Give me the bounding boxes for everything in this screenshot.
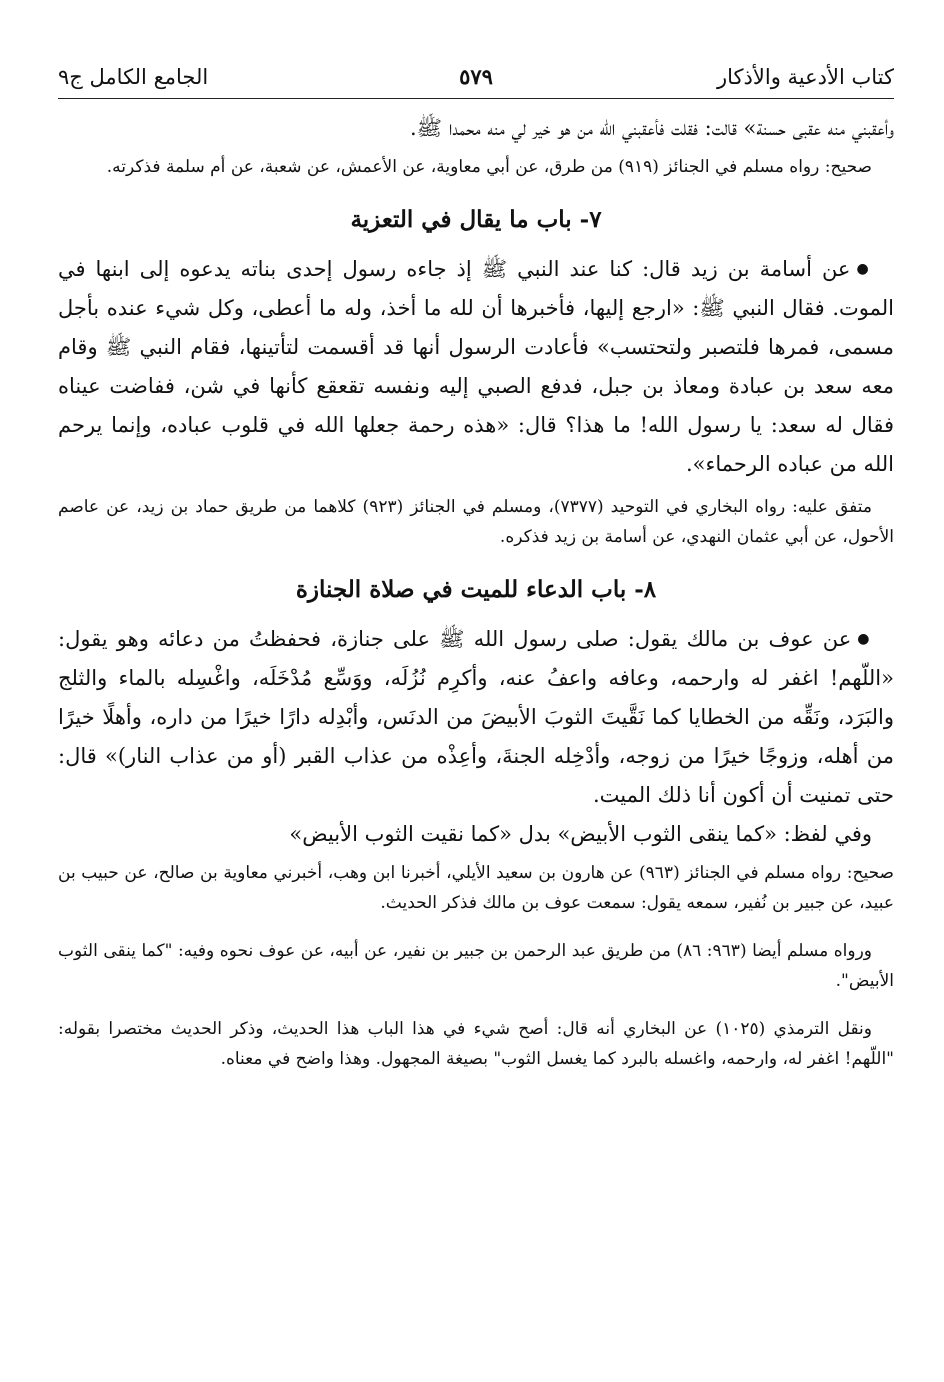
takhrij-note: صحيح: رواه مسلم في الجنائز (٩١٩) من طرق، عن أبي معاوية، عن الأعمش، عن شعبة، عن أم سلمة فذكرته. — [106, 157, 872, 177]
hadith-variant: وفي لفظ: «كما ينقى الثوب الأبيض» بدل «كما نقيت الثوب الأبيض» — [289, 822, 872, 846]
running-header — [58, 36, 894, 99]
page-body — [58, 99, 894, 1074]
book-section-title: كتاب الأدعية والأذكار — [717, 65, 894, 89]
bullet-icon: ● — [857, 631, 872, 647]
hadith-text — [58, 250, 894, 484]
hadith-text — [58, 620, 894, 815]
hadith-continuation: وأعقبني منه عقبى حسنة» قالت: فقلت فأعقبني الله من هو خير لي منه محمدا ﷺ. — [410, 116, 894, 140]
book-title: الجامع الكامل ج٩ — [58, 65, 209, 89]
takhrij-note: ونقل الترمذي (١٠٢٥) عن البخاري أنه قال: أصح شيء في هذا الباب هذا الحديث، وذكر الحديث مختصرا بقوله: "اللّهم! اغفر له، وارحمه، واغسله بالبرد كما يغسل الثوب" بصيغة المجهول. وهذا واضح في معناه. — [58, 1019, 894, 1069]
book-page — [58, 36, 894, 1366]
hadith-body: عن أسامة بن زيد قال: كنا عند النبي ﷺ إذ جاءه رسول إحدى بناته يدعوه إلى ابنها في الموت. فقال النبي ﷺ: «ارجع إليها، فأخبرها أن لله ما أخذ، وله ما أعطى، وكل شيء عنده بأجل مسمى، فمرها فلتصبر ولتحتسب» فأعادت الرسول أنها قد أقسمت لتأتينها، فقام النبي ﷺ وقام معه سعد بن عبادة ومعاذ بن جبل، فدفع الصبي إليه ونفسه تقعقع كأنها في شن، ففاضت عيناه فقال له سعد: يا رسول الله! ما هذا؟ قال: «هذه رحمة جعلها الله في قلوب عباده، وإنما يرحم الله من عباده الرحماء». — [58, 257, 894, 476]
takhrij-note: متفق عليه: رواه البخاري في التوحيد (٧٣٧٧)، ومسلم في الجنائز (٩٢٣) كلاهما من طريق حماد بن زيد، عن عاصم الأحول، عن أبي عثمان النهدي، عن أسامة بن زيد فذكره. — [58, 497, 894, 547]
chapter-heading-7: ٧- باب ما يقال في التعزية — [350, 206, 602, 233]
takhrij-note: ورواه مسلم أيضا (٩٦٣: ٨٦) من طريق عبد الرحمن بن جبير بن نفير، عن أبيه، عن عوف نحوه وفيه: "كما ينقى الثوب الأبيض". — [58, 941, 894, 991]
hadith-body: عن عوف بن مالك يقول: صلى رسول الله ﷺ على جنازة، فحفظتُ من دعائه وهو يقول: «اللّهم! اغفر له وارحمه، وعافه واعفُ عنه، وأكرِم نُزُلَه، ووَسِّع مُدْخَلَه، واغْسِله بالماء والثلج والبَرَد، ونَقِّه من الخطايا كما نَقَّيتَ الثوبَ الأبيضَ من الدنَس، وأبْدِله دارًا خيرًا من داره، وأهلًا خيرًا من أهله، وزوجًا خيرًا من زوجه، وأدْخِله الجنةَ، وأعِذْه من عذاب القبر (أو من عذاب النار)» قال: حتى تمنيت أن أكون أنا ذلك الميت. — [58, 627, 894, 807]
chapter-heading-8: ٨- باب الدعاء للميت في صلاة الجنازة — [295, 576, 657, 603]
page-number: ٥٧٩ — [459, 64, 493, 89]
takhrij-note: صحيح: رواه مسلم في الجنائز (٩٦٣) عن هارون بن سعيد الأيلي، أخبرنا ابن وهب، أخبرني معاوية بن صالح، عن حبيب بن عبيد، عن جبير بن نُفير، سمعه يقول: سمعت عوف بن مالك فذكر الحديث. — [58, 863, 894, 913]
bullet-icon: ● — [856, 261, 872, 277]
